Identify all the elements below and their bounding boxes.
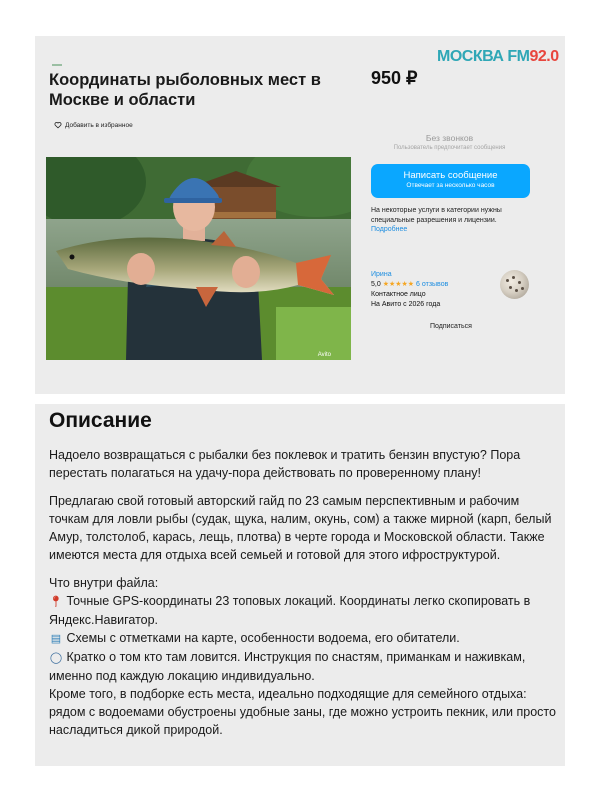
description-heading: Описание (49, 409, 152, 432)
logo-frequency: 92.0 (529, 48, 559, 65)
radio-logo (437, 48, 559, 66)
page-title: Координаты рыболовных мест в Москве и области (49, 71, 321, 109)
response-time-label: Отвечает за несколько часов (406, 182, 495, 189)
list-item: ◯ Кратко о том кто там ловится. Инструкция по снастям, приманкам и наживкам, именно под каждую локацию индивидуально. (49, 650, 526, 683)
headphones-icon: ◯ (49, 652, 63, 664)
description-card (35, 404, 565, 766)
write-message-label: Написать сообщение (403, 170, 498, 181)
seller-role: Контактное лицо (371, 291, 426, 298)
description-paragraph: Предлагаю свой готовый авторский гайд по 23 самым перспективным и рабочим точкам для ловли рыбы (судак, щука, налим, окунь, сом) а также мирной (карп, белый Амур, толстолоб, карась, лещь, плотва) в черте города и Московской области. Также имеются места для отдыха всей семьей и готовой для этого ифроструктурой. (49, 494, 552, 562)
prefers-messages-label: Пользователь предпочитает сообщения (393, 145, 506, 151)
rating-stars-icon: ★★★★★ (382, 281, 415, 288)
reviews-link[interactable]: 6 отзывов (416, 281, 449, 288)
pin-icon: 📍︎ (49, 596, 63, 608)
favorite-label: Добавить в избранное (65, 121, 133, 129)
divider (52, 64, 62, 66)
more-link[interactable]: Подробнее (371, 226, 408, 233)
listing-header-card (35, 36, 565, 394)
description-paragraph: Надоело возвращаться с рыбалки без поклевок и тратить бензин впустую? Пора перестать полагаться на удачу-пора действовать по проверенному плану! (49, 448, 521, 480)
photo-watermark: Avito (317, 352, 331, 358)
heart-icon (54, 121, 62, 129)
description-paragraph: Кроме того, в подборке есть места, идеально подходящие для семейного отдыха: рядом с водоемами обустроены удобные заны, где можно устроить пекник, или просто насладиться дикой природой. (49, 687, 556, 737)
description-text (49, 446, 557, 739)
seller-since: На Авито с 2026 года (371, 301, 441, 308)
avatar[interactable] (500, 270, 529, 299)
seller-info (371, 270, 448, 310)
map-book-icon: ▤ (50, 633, 62, 645)
logo-text: МОСКВА FM (437, 48, 530, 65)
seller-rating: 5,0 (371, 281, 381, 288)
price: 950 ₽ (371, 68, 418, 88)
list-item: 📍︎ Точные GPS-координаты 23 топовых локаций. Координаты легко скопировать в Яндекс.Навигатор. (49, 594, 531, 627)
listing-photo[interactable] (46, 157, 351, 360)
subscribe-button[interactable]: Подписаться (430, 323, 472, 330)
list-item: ▤ Схемы с отметками на карте, особенности водоема, его обитатели. (49, 629, 557, 648)
write-message-button[interactable] (371, 164, 530, 198)
no-calls-label: Без звонков (425, 133, 474, 143)
seller-name[interactable]: Ирина (371, 271, 392, 278)
add-to-favorites-button[interactable] (54, 121, 133, 129)
inside-file-title: Что внутри файла: (49, 576, 159, 590)
license-notice: На некоторые услуги в категории нужны специальные разрешения и лицензии. (371, 207, 502, 224)
